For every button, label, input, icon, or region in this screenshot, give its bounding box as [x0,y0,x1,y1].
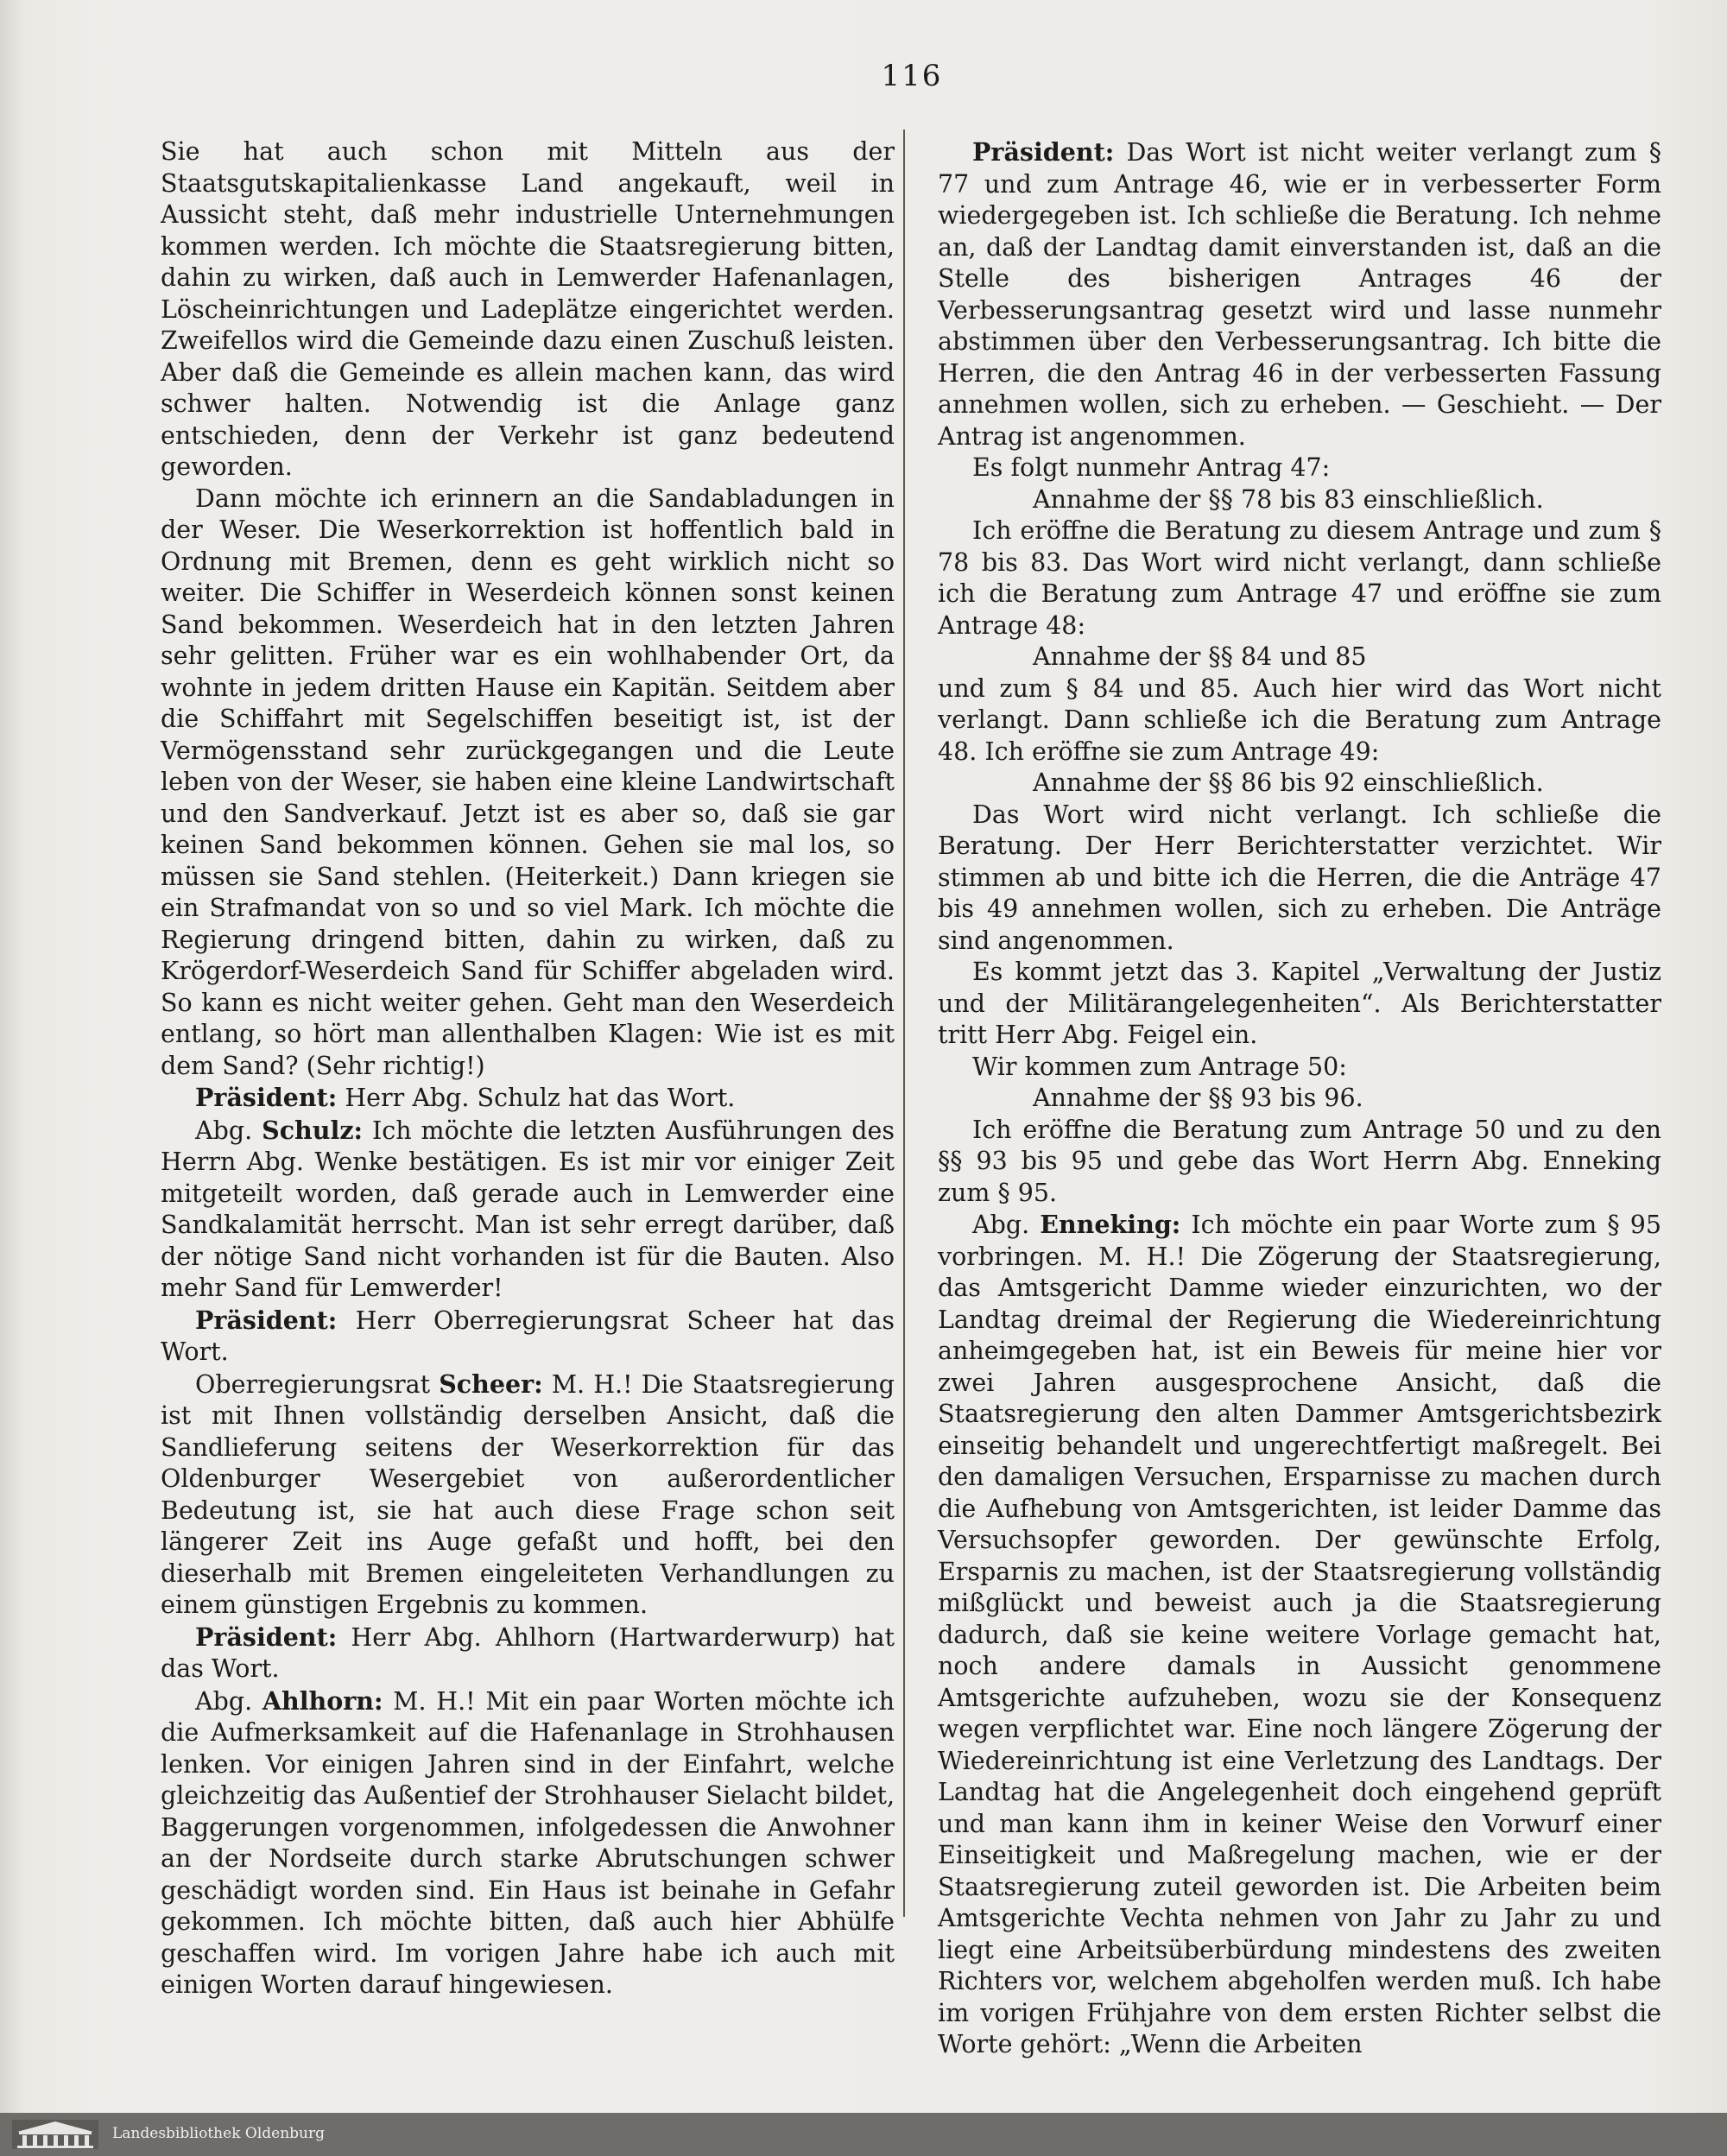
paragraph-text: Sie hat auch schon mit Mitteln aus der Staatsgutskapitalienkasse Land angekauft, weil in Aussicht steht, daß mehr industrielle Unternehmungen kommen werden. Ich möchte die Staatsregierung bitten, dahin zu wirken, daß auch in Lemwerder Hafenanlagen, Löscheinrichtungen und Ladeplätze eingerichtet werden. Zweifellos wird die Gemeinde dazu einen Zuschuß leisten. Aber daß die Gemeinde es allein machen kann, das wird schwer halten. Notwendig ist die Anlage ganz entschieden, denn der Verkehr ist ganz bedeutend geworden. [161,137,895,481]
speech-paragraph [161,1622,895,1685]
speaker-name: Scheer: [439,1369,543,1399]
text-paragraph [938,673,1661,768]
page-number: 116 [881,59,943,93]
motion-line [938,768,1661,800]
speaker-name: Enneking: [1040,1210,1181,1239]
paragraph-text: M. H.! Mit ein paar Worten möchte ich die Aufmerksamkeit auf die Hafenanlage in Strohhausen lenken. Vor einigen Jahren sind in der Einfahrt, welche gleichzeitig das Außentief der Strohhauser Sielacht bildet, Baggerungen vorgenommen, infolgedessen die Anwohner an der Nordseite durch starke Abrutschungen schwer geschädigt worden sind. Ein Haus ist beinahe in Gefahr gekommen. Ich möchte bitten, daß auch hier Abhülfe geschaffen wird. Im vorigen Jahre habe ich auch mit einigen Worten darauf hingewiesen. [161,1686,895,1999]
library-logo-icon [12,2120,98,2149]
speaker-title: Abg. [972,1211,1041,1239]
paragraph-text: Es folgt nunmehr Antrag 47: [972,453,1331,482]
paragraph-text: Wir kommen zum Antrage 50: [972,1052,1347,1081]
paragraph-text: Herr Oberregierungsrat Scheer hat das Wort. [161,1306,895,1366]
paragraph-text: Das Wort wird nicht verlangt. Ich schließe die Beratung. Der Herr Berichterstatter verzichtet. Wir stimmen ab und bitte ich die Herren, die die Anträge 47 bis 49 annehmen wollen, sich zu erheben. Die Anträge sind angenommen. [938,800,1661,955]
paragraph-text: Annahme der §§ 78 bis 83 einschließlich. [1033,484,1544,514]
text-paragraph [938,1115,1661,1210]
paragraph-text: Annahme der §§ 84 und 85 [1033,642,1367,671]
speech-paragraph [161,1369,895,1622]
paragraph-text: und zum § 84 und 85. Auch hier wird das Wort nicht verlangt. Dann schließe ich die Beratung zum Antrage 48. Ich eröffne sie zum Antrage 49: [938,673,1661,766]
speaker-name: Ahlhorn: [262,1685,383,1716]
paragraph-text: Ich möchte die letzten Ausführungen des Herrn Abg. Wenke bestätigen. Es ist mir vor einiger Zeit mitgeteilt worden, daß gerade auch in Lemwerder eine Sandkalamität herrscht. Man ist sehr erregt darüber, daß der nötige Sand nicht vorhanden ist für die Bauten. Also mehr Sand für Lemwerder! [161,1116,895,1302]
motion-line [938,1083,1661,1115]
paragraph-text: Dann möchte ich erinnern an die Sandabladungen in der Weser. Die Weserkorrektion ist hoffentlich bald in Ordnung mit Bremen, denn es geht wirklich nicht so weiter. Die Schiffer in Weserdeich können sonst keinen Sand bekommen. Weserdeich hat in den letzten Jahren sehr gelitten. Früher war es ein wohlhabender Ort, da wohnte in jedem dritten Hause ein Kapitän. Seitdem aber die Schiffahrt mit Segelschiffen beseitigt ist, ist der Vermögensstand sehr zurückgegangen und die Leute leben von der Weser, sie haben eine kleine Landwirtschaft und den Sandverkauf. Jetzt ist es aber so, daß sie gar keinen Sand bekommen können. Gehen sie mal los, so müssen sie Sand stehlen. (Heiterkeit.) Dann kriegen sie ein Strafmandat von so und so viel Mark. Ich möchte die Regierung dringend bitten, dahin zu wirken, daß zu Krögerdorf-Weserdeich Sand für Schiffer abgeladen wird. So kann es nicht weiter gehen. Geht man den Weserdeich entlang, so hört man allenthalben Klagen: Wie ist es mit dem Sand? (Sehr richtig!) [161,484,895,1080]
paragraph-text: Annahme der §§ 93 bis 96. [1033,1084,1363,1112]
footer-bar [0,2113,1727,2156]
speech-paragraph [938,136,1661,452]
text-paragraph [938,957,1661,1052]
speaker-title: Oberregierungsrat [195,1369,440,1399]
speech-paragraph [161,1082,895,1115]
library-name: Landesbibliothek Oldenburg [112,2125,326,2142]
speaker-name: Präsident: [195,1083,338,1112]
text-paragraph [161,484,895,1083]
text-paragraph [938,515,1661,642]
speech-paragraph [161,1685,895,2001]
paragraph-text: Es kommt jetzt das 3. Kapitel „Verwaltung der Justiz und der Militärangelegenheiten“. Als Berichterstatter tritt Herr Abg. Feigel ein. [938,958,1661,1049]
text-paragraph [938,800,1661,958]
right-column [938,136,1661,2061]
text-paragraph [938,1052,1661,1084]
text-paragraph [938,452,1661,484]
motion-line [938,642,1661,673]
speaker-name: Präsident: [195,1622,338,1652]
text-paragraph [161,136,895,484]
paragraph-text: Annahme der §§ 86 bis 92 einschließlich. [1033,768,1544,797]
speech-paragraph [938,1209,1661,2061]
paragraph-text: Ich eröffne die Beratung zum Antrage 50 und zu den §§ 93 bis 95 und gebe das Wort Herrn Abg. Enneking zum § 95. [938,1115,1661,1207]
speech-paragraph [161,1305,895,1369]
speaker-name: Schulz: [262,1115,364,1145]
paragraph-text: Das Wort ist nicht weiter verlangt zum § 77 und zum Antrage 46, wie er in verbesserter Form wiedergegeben ist. Ich schließe die Beratung. Ich nehme an, daß der Landtag damit einverstanden ist, daß an die Stelle des bisherigen Antrages 46 der Verbesserungsantrag gesetzt wird und lasse nunmehr abstimmen über den Verbesserungsantrag. Ich bitte die Herren, die den Antrag 46 in der verbesserten Fassung annehmen wollen, sich zu erheben. — Geschieht. — Der Antrag ist angenommen. [938,138,1661,451]
left-column [161,136,895,2001]
speaker-name: Präsident: [972,137,1115,167]
paragraph-text: Ich möchte ein paar Worte zum § 95 vorbringen. M. H.! Die Zögerung der Staatsregierung, das Amtsgericht Damme wieder einzurichten, wo der Landtag dreimal der Regierung die Wiedereinrichtung anheimgegeben hat, ist ein Beweis für meine hier vor zwei Jahren ausgesprochene Ansicht, daß die Staatsregierung den alten Dammer Amtsgerichtsbezirk einseitig behandelt und ungerechtfertigt maßregelt. Bei den damaligen Versuchen, Ersparnisse zu machen durch die Aufhebung von Amtsgerichten, ist leider Damme das Versuchsopfer geworden. Der gewünschte Erfolg, Ersparnis zu machen, ist der Staatsregierung vollständig mißglückt und beweist auch ja die Staatsregierung dadurch, daß sie keine weitere Vorlage gemacht hat, noch andere damals in Aussicht genommene Amtsgerichte aufzuheben, wozu sie der Konsequenz wegen verpflichtet war. Eine noch längere Zögerung der Wiedereinrichtung ist eine Verletzung des Landtags. Der Landtag hat die Angelegenheit doch eingehend geprüft und man kann ihm in keiner Weise den Vorwurf einer Einseitigkeit und Maßregelung machen, wie er der Staatsregierung zuteil geworden ist. Die Arbeiten beim Amtsgerichte Vechta nehmen von Jahr zu Jahr zu und liegt eine Arbeitsüberbürdung mindestens des zweiten Richters vor, welchem abgeholfen werden muß. Ich habe im vorigen Frühjahre von dem ersten Richter selbst die Worte gehört: „Wenn die Arbeiten [938,1211,1661,2058]
column-divider [903,130,905,1917]
motion-line [938,484,1661,516]
speaker-title: Abg. [195,1686,263,1716]
speaker-title: Abg. [195,1116,263,1145]
paragraph-text: Herr Abg. Schulz hat das Wort. [337,1084,736,1112]
paragraph-text: Ich eröffne die Beratung zu diesem Antrage und zum § 78 bis 83. Das Wort wird nicht verlangt, dann schließe ich die Beratung zum Antrage 47 und eröffne sie zum Antrage 48: [938,516,1661,640]
paragraph-text: M. H.! Die Staatsregierung ist mit Ihnen vollständig derselben Ansicht, daß die Sandlieferung seitens der Weserkorrektion für das Oldenburger Wesergebiet von außerordentlicher Bedeutung ist, sie hat auch diese Frage schon seit längerer Zeit ins Auge gefaßt und hofft, bei den dieserhalb mit Bremen eingeleiteten Verhandlungen zu einem günstigen Ergebnis zu kommen. [161,1369,895,1619]
speech-paragraph [161,1115,895,1305]
paragraph-text: Herr Abg. Ahlhorn (Hartwarderwurp) hat das Wort. [161,1622,895,1683]
speaker-name: Präsident: [195,1305,338,1335]
